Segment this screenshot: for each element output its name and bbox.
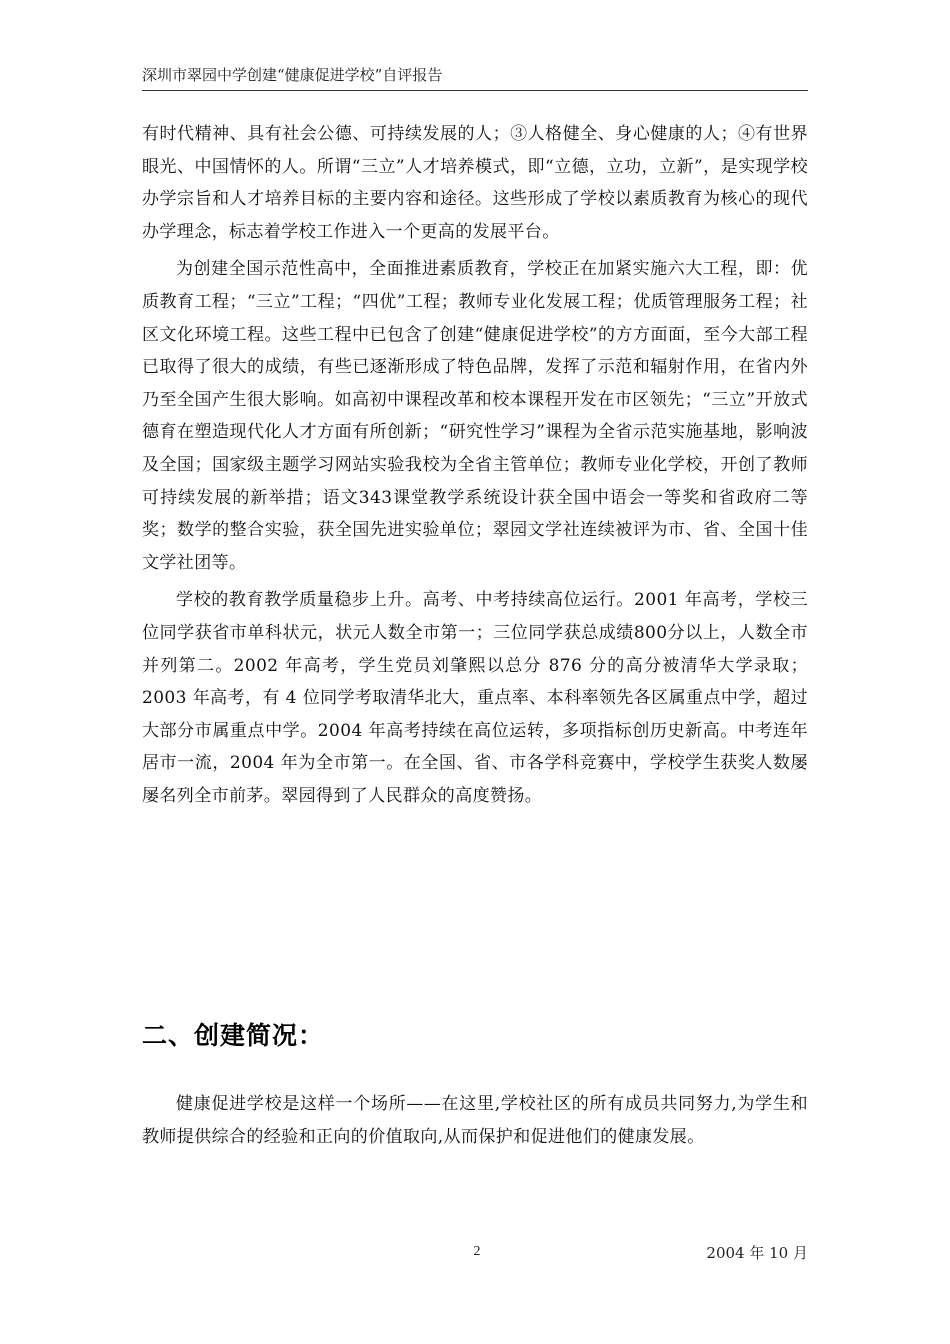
page-header: [142, 62, 808, 91]
page-number: 2: [473, 1244, 481, 1259]
section-body: [142, 1088, 808, 1153]
paragraph-2: 为创建全国示范性高中，全面推进素质教育，学校正在加紧实施六大工程，即：优质教育工程；“三立”工程；“四优”工程；教师专业化发展工程；优质管理服务工程；社区文化环境工程。这些工程中已包含了创建“健康促进学校”的方方面面，至今大部工程已取得了很大的成绩，有些已逐渐形成了特色品牌，发挥了示范和辐射作用，在省内外乃至全国产生很大影响。如高初中课程改革和校本课程开发在市区领先；“三立”开放式德育在塑造现代化人才方面有所创新；“研究性学习”课程为全省示范实施基地，影响波及全国；国家级主题学习网站实验我校为全省主管单位；教师专业化学校，开创了教师可持续发展的新举措；语文343课堂教学系统设计获全国中语会一等奖和省政府二等奖；数学的整合实验，获全国先进实验单位；翠园文学社连续被评为市、省、全国十佳文学社团等。: [142, 259, 808, 573]
paragraph-3: 学校的教育教学质量稳步上升。高考、中考持续高位运行。2001 年高考，学校三位同学获省市单科状元，状元人数全市第一；三位同学获总成绩800分以上，人数全市并列第二。2002 年高考，学生党员刘肇熙以总分 876 分的高分被清华大学录取；2003 年高考，有 4 位同学考取清华北大，重点率、本科率领先各区属重点中学，超过大部分市属重点中学。2004 年高考持续在高位运转，多项指标创历史新高。中考连年居市一流，2004 年为全市第一。在全国、省、市各学科竞赛中，学校学生获奖人数屡屡名列全市前茅。翠园得到了人民群众的高度赞扬。: [142, 590, 808, 806]
header-title: 深圳市翠园中学创建“健康促进学校”自评报告: [142, 66, 443, 84]
footer-date: 2004 年 10 月: [706, 1244, 808, 1262]
section-paragraph: 健康促进学校是这样一个场所——在这里,学校社区的所有成员共同努力,为学生和教师提供综合的经验和正向的价值取向,从而保护和促进他们的健康发展。: [142, 1094, 808, 1147]
paragraph-1: 有时代精神、具有社会公德、可持续发展的人；③人格健全、身心健康的人；④有世界眼光、中国情怀的人。所谓“三立”人才培养模式，即“立德，立功，立新”，是实现学校办学宗旨和人才培养目标的主要内容和途径。这些形成了学校以素质教育为核心的现代办学理念，标志着学校工作进入一个更高的发展平台。: [142, 124, 808, 242]
section-heading: 二、创建简况：: [142, 1021, 325, 1050]
body-text: [142, 118, 808, 812]
